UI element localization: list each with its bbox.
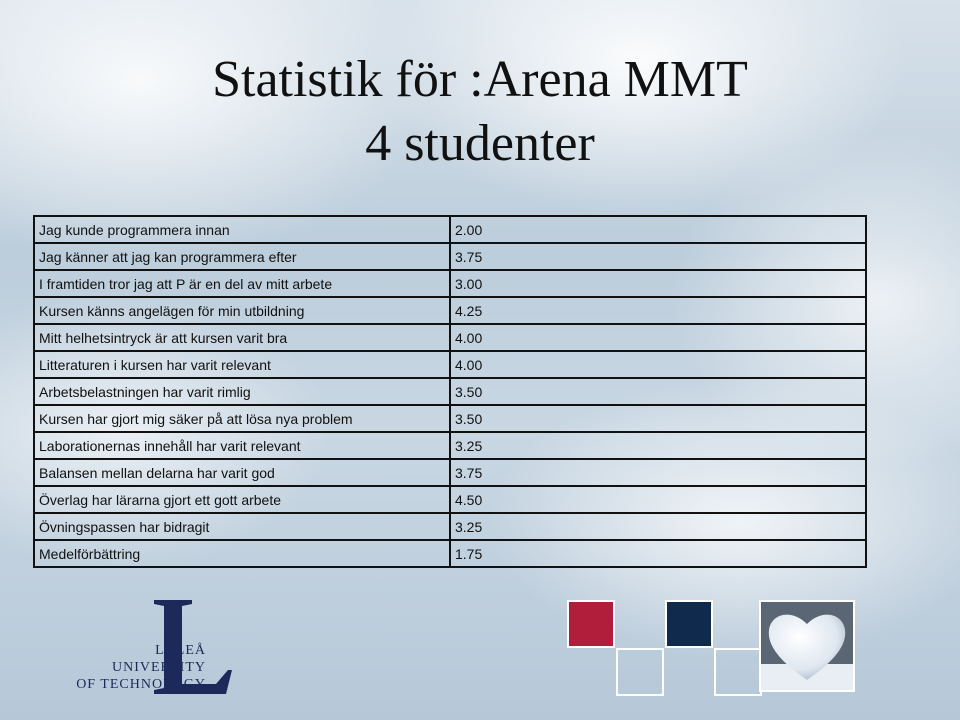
table-row bbox=[34, 540, 866, 567]
slide-title bbox=[180, 48, 780, 176]
table-row bbox=[34, 378, 866, 405]
statistics-table bbox=[33, 215, 867, 568]
row-value: 4.00 bbox=[450, 324, 866, 351]
decor-square-navy bbox=[665, 600, 713, 648]
row-label: Arbetsbelastningen har varit rimlig bbox=[34, 378, 450, 405]
row-label: Balansen mellan delarna har varit god bbox=[34, 459, 450, 486]
row-label: Laborationernas innehåll har varit relevant bbox=[34, 432, 450, 459]
row-value: 2.00 bbox=[450, 216, 866, 243]
row-value: 3.25 bbox=[450, 513, 866, 540]
row-value: 3.75 bbox=[450, 243, 866, 270]
logo-line-3: OF TECHNOLOGY bbox=[76, 677, 206, 692]
row-label: Jag kunde programmera innan bbox=[34, 216, 450, 243]
row-label: Kursen har gjort mig säker på att lösa nya problem bbox=[34, 405, 450, 432]
logo-text bbox=[36, 642, 206, 693]
table-row bbox=[34, 405, 866, 432]
snow-heart-photo bbox=[759, 600, 855, 692]
row-label: Medelförbättring bbox=[34, 540, 450, 567]
row-value: 3.50 bbox=[450, 405, 866, 432]
decor-square-outline-2 bbox=[714, 648, 762, 696]
table-row bbox=[34, 513, 866, 540]
row-label: Kursen känns angelägen för min utbildning bbox=[34, 297, 450, 324]
snow-heart-icon bbox=[761, 602, 853, 690]
university-logo bbox=[36, 598, 256, 702]
title-line-1: Statistik för :Arena MMT bbox=[212, 51, 748, 108]
table-row bbox=[34, 324, 866, 351]
row-value: 3.75 bbox=[450, 459, 866, 486]
logo-line-2: UNIVERSITY bbox=[112, 660, 206, 675]
table-row bbox=[34, 297, 866, 324]
row-value: 3.50 bbox=[450, 378, 866, 405]
table-row bbox=[34, 459, 866, 486]
row-label: Övningspassen har bidragit bbox=[34, 513, 450, 540]
row-label: Jag känner att jag kan programmera efter bbox=[34, 243, 450, 270]
row-value: 3.25 bbox=[450, 432, 866, 459]
row-label: Mitt helhetsintryck är att kursen varit bra bbox=[34, 324, 450, 351]
row-value: 4.50 bbox=[450, 486, 866, 513]
table-row bbox=[34, 270, 866, 297]
table-row bbox=[34, 486, 866, 513]
decor-square-red bbox=[567, 600, 615, 648]
row-label: I framtiden tror jag att P är en del av mitt arbete bbox=[34, 270, 450, 297]
title-line-2: 4 studenter bbox=[365, 115, 595, 172]
row-value: 1.75 bbox=[450, 540, 866, 567]
row-label: Litteraturen i kursen har varit relevant bbox=[34, 351, 450, 378]
decor-square-outline-1 bbox=[616, 648, 664, 696]
table-row bbox=[34, 216, 866, 243]
table-row bbox=[34, 432, 866, 459]
row-value: 4.00 bbox=[450, 351, 866, 378]
table-row bbox=[34, 351, 866, 378]
logo-line-1: LULEÅ bbox=[155, 643, 206, 658]
row-value: 4.25 bbox=[450, 297, 866, 324]
table-row bbox=[34, 243, 866, 270]
row-value: 3.00 bbox=[450, 270, 866, 297]
row-label: Överlag har lärarna gjort ett gott arbete bbox=[34, 486, 450, 513]
